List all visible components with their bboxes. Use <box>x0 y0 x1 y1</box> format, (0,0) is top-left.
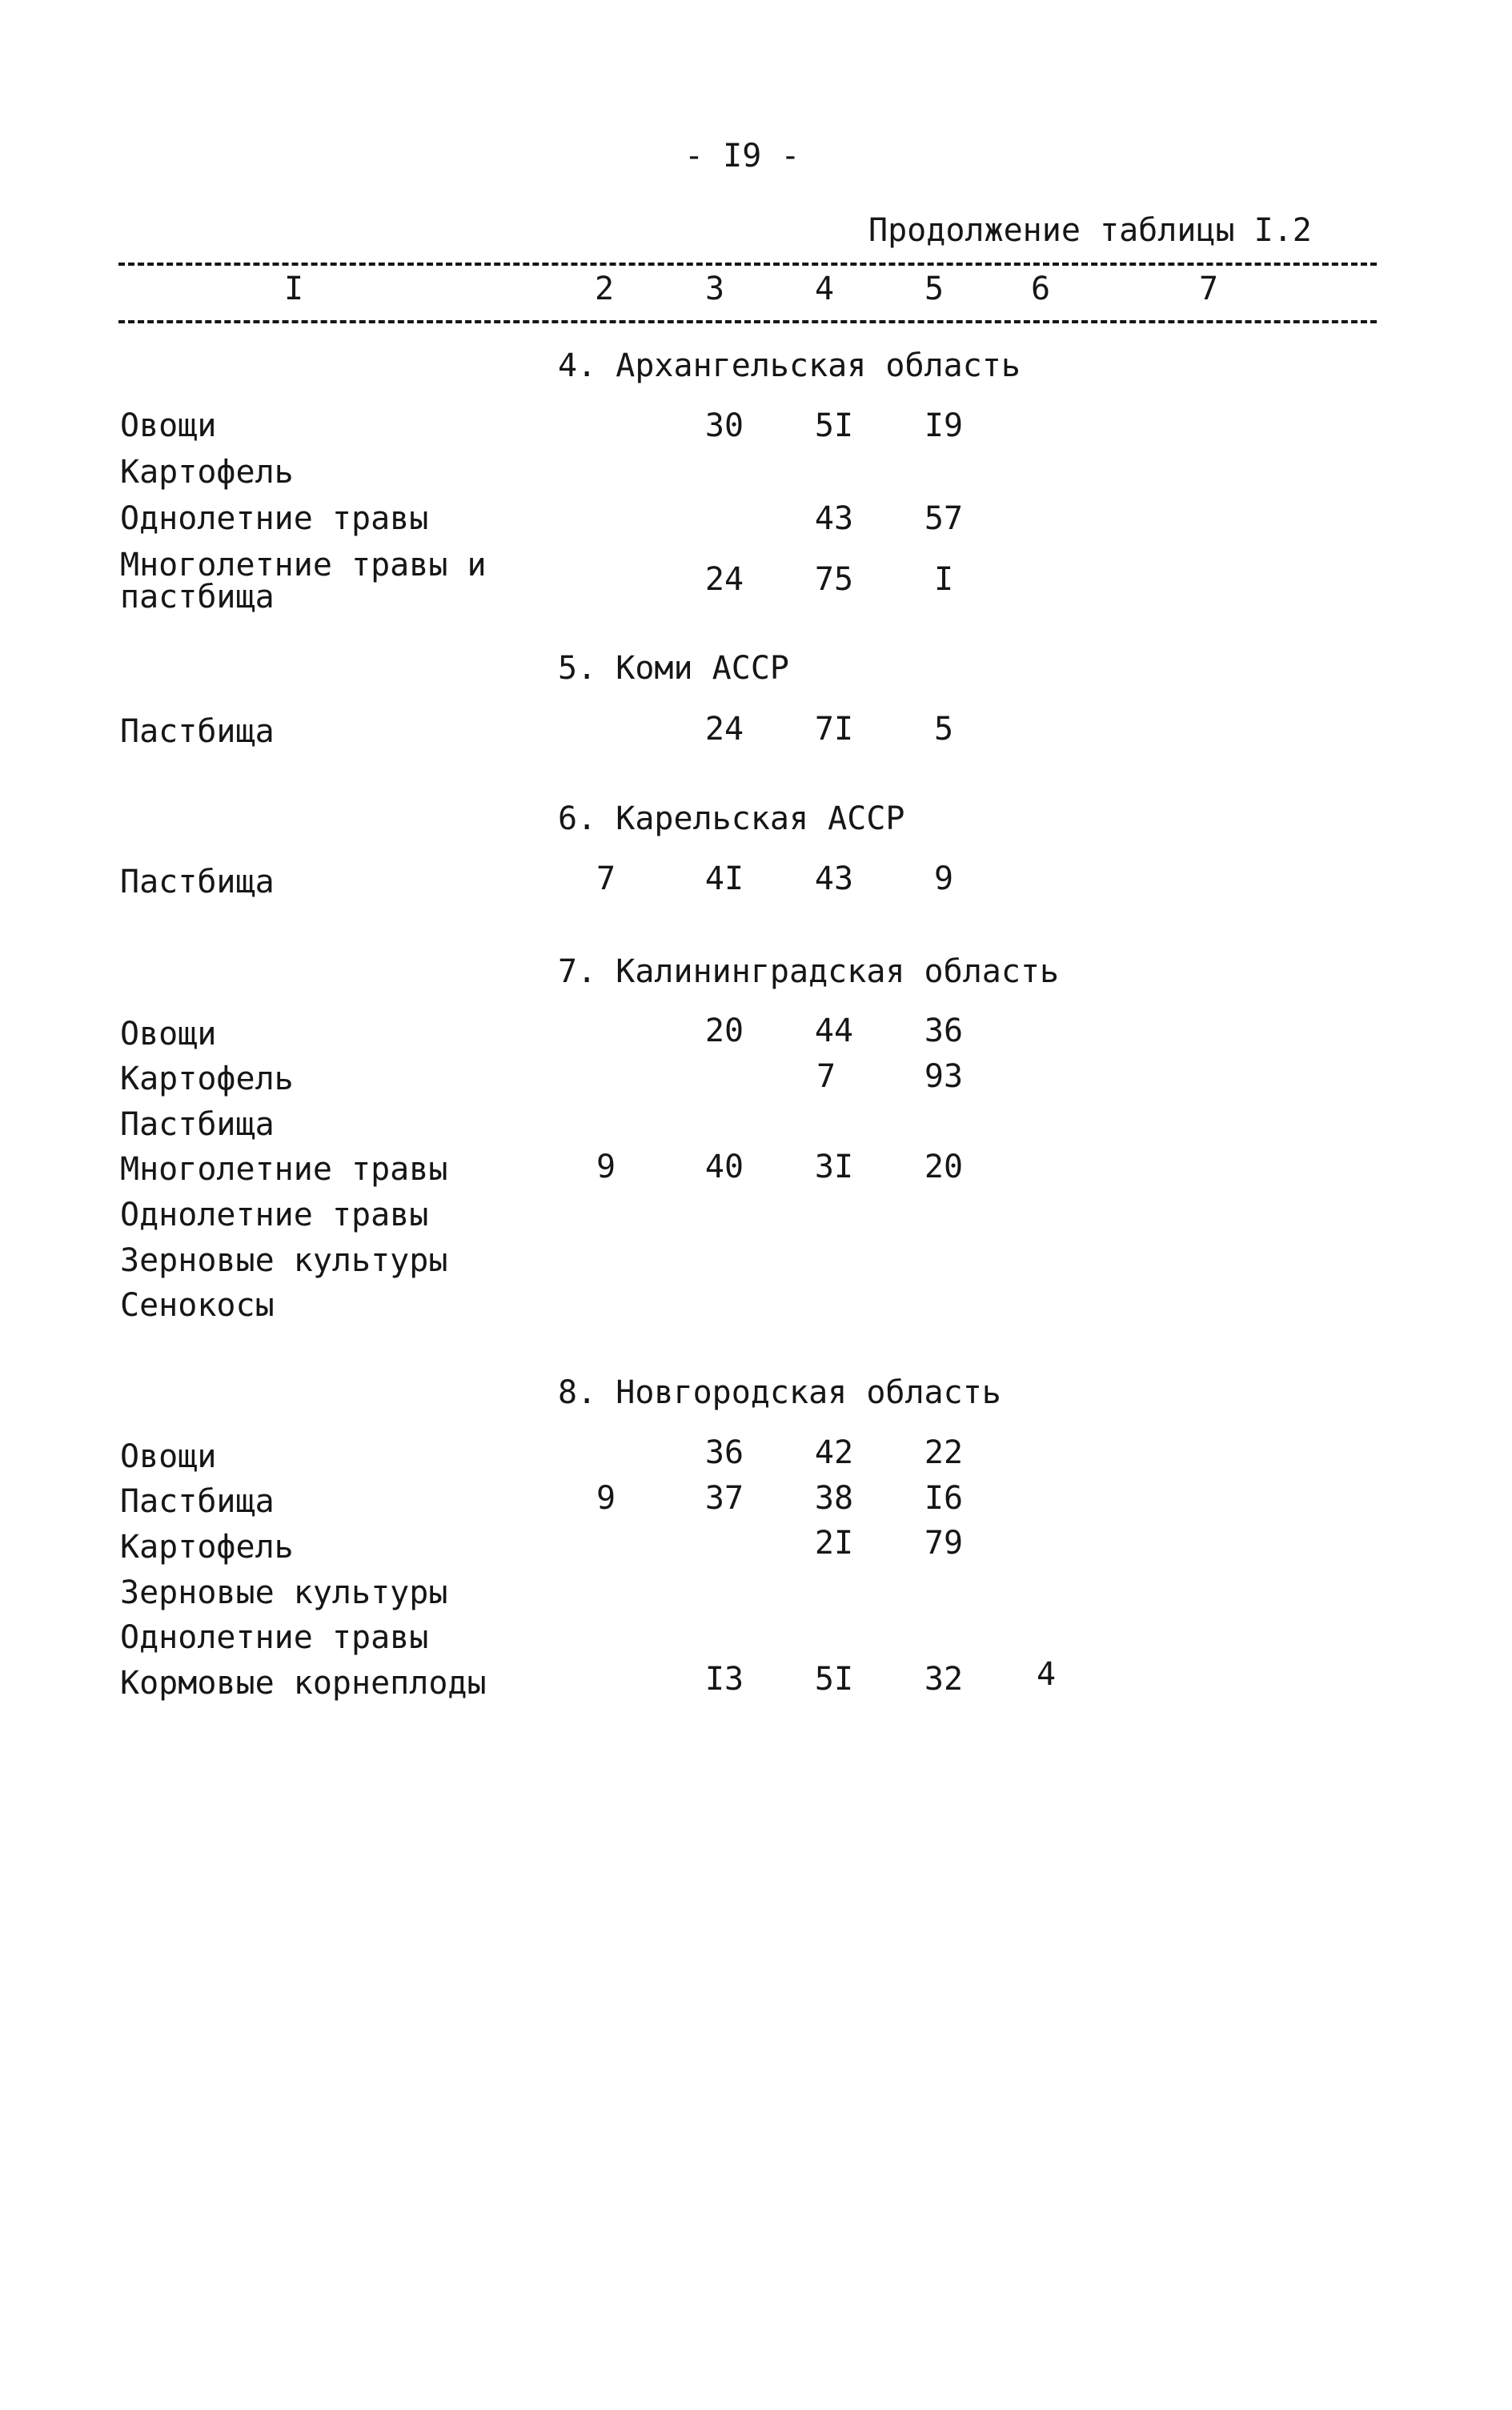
cell-col4: 2I <box>814 1525 854 1562</box>
cell-col4: 3I <box>814 1149 854 1185</box>
cell-col3: 24 <box>704 561 744 598</box>
cell-col4: 75 <box>814 561 854 598</box>
row-label: Пастбища <box>120 1483 275 1520</box>
row-label: Пастбища <box>120 1106 275 1143</box>
cell-col5: 22 <box>924 1434 964 1471</box>
col-header-4: 4 <box>814 271 835 307</box>
row-label: Зерновые культуры <box>120 1574 448 1611</box>
row-label: Однолетние травы <box>120 500 429 537</box>
section-title: 6. Карельская АССР <box>558 800 905 837</box>
cell-col5: 9 <box>933 860 954 897</box>
cell-col2: 9 <box>596 1480 616 1517</box>
cell-col4: 43 <box>814 860 854 897</box>
row-label: Овощи <box>120 1438 217 1475</box>
cell-col3: 40 <box>704 1149 744 1185</box>
cell-col5: 57 <box>924 500 964 537</box>
section-title: 4. Архангельская область <box>558 347 1021 384</box>
col-header-2: 2 <box>594 271 615 307</box>
col-header-7: 7 <box>1198 271 1219 307</box>
row-label: Кормовые корнеплоды <box>120 1665 487 1702</box>
col-header-5: 5 <box>924 271 944 307</box>
row-label: Овощи <box>120 1016 217 1053</box>
row-label: Зерновые культуры <box>120 1242 448 1279</box>
cell-col5: 5 <box>933 711 954 748</box>
cell-col3: 36 <box>704 1434 744 1471</box>
cell-col3: 37 <box>704 1480 744 1517</box>
cell-col5: I9 <box>924 407 964 444</box>
cell-col3: 4I <box>704 860 744 897</box>
cell-col5: 79 <box>924 1525 964 1562</box>
cell-col2: 9 <box>596 1149 616 1185</box>
cell-col4: 43 <box>814 500 854 537</box>
cell-col4: 42 <box>814 1434 854 1471</box>
cell-col4: 44 <box>814 1013 854 1049</box>
cell-col4: 5I <box>814 1661 854 1698</box>
row-label: Однолетние травы <box>120 1197 429 1233</box>
row-label: Однолетние травы <box>120 1619 429 1656</box>
section-title: 5. Коми АССР <box>558 650 789 687</box>
row-label: Картофель <box>120 454 294 491</box>
page-number: - I9 - <box>684 138 800 174</box>
col-header-1: I <box>283 271 304 307</box>
row-label: Сенокосы <box>120 1287 275 1324</box>
cell-col4: 7 <box>816 1058 836 1095</box>
cell-col5: I <box>933 561 954 598</box>
cell-col4: 38 <box>814 1480 854 1517</box>
cell-col3: I3 <box>704 1661 744 1698</box>
row-label: Картофель <box>120 1529 294 1566</box>
cell-col3: 20 <box>704 1013 744 1049</box>
cell-col5: 20 <box>924 1149 964 1185</box>
section-title: 7. Калининградская область <box>558 953 1060 990</box>
table-header-rule <box>118 320 1377 323</box>
row-label: Пастбища <box>120 713 275 750</box>
row-label: Многолетние травы <box>120 1151 448 1188</box>
cell-col5: 93 <box>924 1058 964 1095</box>
row-label: Картофель <box>120 1061 294 1097</box>
table-top-rule <box>118 263 1377 266</box>
cell-col6: 4 <box>1036 1656 1057 1693</box>
row-label: Пастбища <box>120 864 275 900</box>
row-label: Многолетние травы и <box>120 547 487 583</box>
row-label-continuation: пастбища <box>120 579 275 616</box>
cell-col4: 5I <box>814 407 854 444</box>
table-continuation-caption: Продолжение таблицы I.2 <box>868 212 1312 249</box>
cell-col4: 7I <box>814 711 854 748</box>
section-title: 8. Новгородская область <box>558 1374 1001 1411</box>
cell-col2: 7 <box>596 860 616 897</box>
cell-col5: 36 <box>924 1013 964 1049</box>
col-header-3: 3 <box>704 271 725 307</box>
cell-col5: 32 <box>924 1661 964 1698</box>
cell-col3: 30 <box>704 407 744 444</box>
col-header-6: 6 <box>1030 271 1051 307</box>
cell-col5: I6 <box>924 1480 964 1517</box>
cell-col3: 24 <box>704 711 744 748</box>
row-label: Овощи <box>120 407 217 444</box>
